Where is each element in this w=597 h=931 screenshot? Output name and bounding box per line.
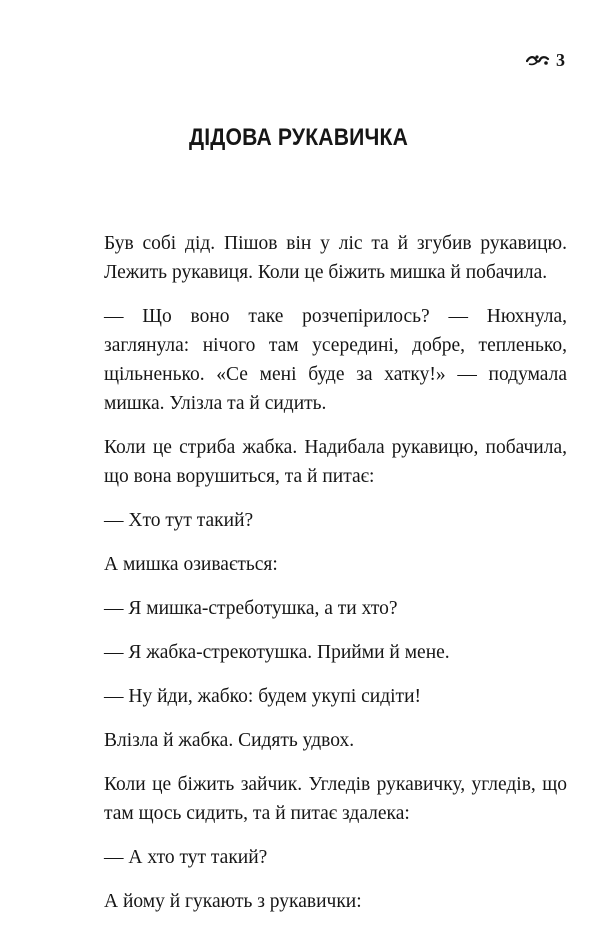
paragraph: А йому й гукають з рукавички: <box>104 891 362 912</box>
paragraph: Коли це біжить зайчик. Угледів рукавичку, угледів, що там щось сидить, та й питає здалека: <box>104 774 567 824</box>
paragraph: Влізла й жабка. Сидять удвох. <box>104 730 355 751</box>
paragraph: — Я мишка-стреботушка, а ти хто? <box>104 598 398 619</box>
paragraph: А мишка озивається: <box>104 554 278 575</box>
story-title: ДІДОВА РУКАВИЧКА <box>188 124 409 151</box>
story-body <box>104 229 567 931</box>
paragraph: — Я жабка-стрекотушка. Прийми й мене. <box>104 642 450 663</box>
page-number: 3 <box>556 50 565 70</box>
paragraph: — Ну йди, жабко: будем укупі сидіти! <box>104 686 421 707</box>
paragraph: Був собі дід. Пішов він у ліс та й згубив рукавицю. Лежить рукавиця. Коли це біжить мишка й побачила. <box>104 233 567 283</box>
floral-ornament-icon <box>526 54 550 66</box>
paragraph: Коли це стриба жабка. Надибала рукавицю, побачила, що вона ворушиться, та й питає: <box>104 437 567 487</box>
page-number-block <box>526 50 565 70</box>
paragraph: — Хто тут такий? <box>104 510 254 531</box>
paragraph: — А хто тут такий? <box>104 847 268 868</box>
paragraph: — Що воно таке розчепірилось? — Нюхнула, заглянула: нічого там усередині, добре, тепленько, щільненько. «Се мені буде за хатку!» — подумала мишка. Улізла та й сидить. <box>104 306 567 414</box>
